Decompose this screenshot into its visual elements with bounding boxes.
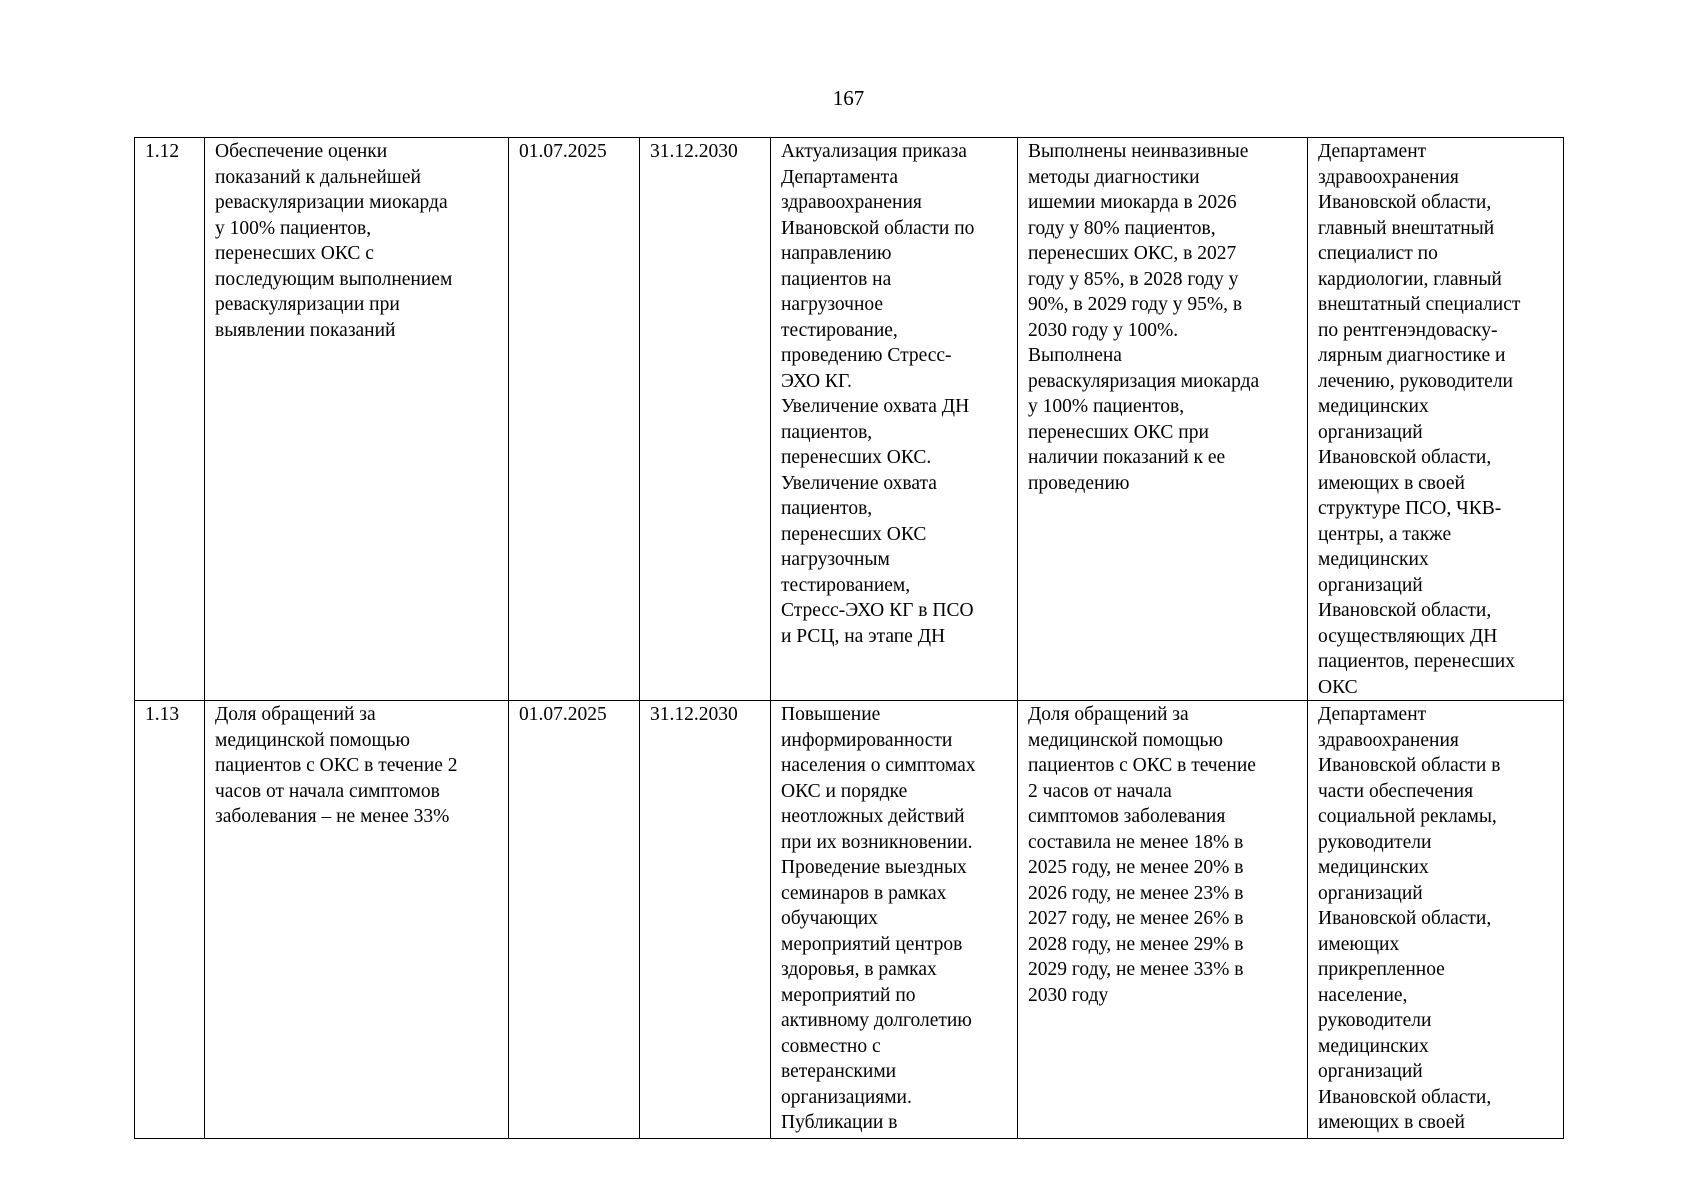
table-row (135, 701, 1564, 1139)
page-number: 167 (832, 86, 865, 110)
measure-name: Доля обращений за медицинской помощью пациентов с ОКС в течение 2 часов от начала симптомов заболевания – не менее 33% (205, 701, 509, 1139)
measures-table (134, 137, 1564, 1139)
end-date: 31.12.2030 (640, 138, 771, 701)
start-date: 01.07.2025 (509, 701, 640, 1139)
measure-name: Обеспечение оценки показаний к дальнейшей реваскуляризации миокарда у 100% пациентов, перенесших ОКС с последующим выполнением реваскуляризации при выявлении показаний (205, 138, 509, 701)
table-row (135, 138, 1564, 701)
start-date: 01.07.2025 (509, 138, 640, 701)
row-number: 1.13 (135, 701, 205, 1139)
responsible-parties: Департамент здравоохранения Ивановской области, главный внештатный специалист по кардиологии, главный внештатный специалист по рентгенэндоваску- лярным диагностике и лечению, руководители медицинских организаций Ивановской области, имеющих в своей структуре ПСО, ЧКВ- центры, а также медицинских организаций Ивановской области, осуществляющих ДН пациентов, перенесших ОКС (1308, 138, 1564, 701)
expected-result: Выполнены неинвазивные методы диагностики ишемии миокарда в 2026 году у 80% пациентов, перенесших ОКС, в 2027 году у 85%, в 2028 году у 90%, в 2029 году у 95%, в 2030 году у 100%. Выполнена реваскуляризация миокарда у 100% пациентов, перенесших ОКС при наличии показаний к ее проведению (1018, 138, 1308, 701)
end-date: 31.12.2030 (640, 701, 771, 1139)
measure-actions: Повышение информированности населения о симптомах ОКС и порядке неотложных действий при их возникновении. Проведение выездных семинаров в рамках обучающих мероприятий центров здоровья, в рамках мероприятий по активному долголетию совместно с ветеранскими организациями. Публикации в (771, 701, 1018, 1139)
row-number: 1.12 (135, 138, 205, 701)
measure-actions: Актуализация приказа Департамента здравоохранения Ивановской области по направлению пациентов на нагрузочное тестирование, проведению Стресс- ЭХО КГ. Увеличение охвата ДН пациентов, перенесших ОКС. Увеличение охвата пациентов, перенесших ОКС нагрузочным тестированием, Стресс-ЭХО КГ в ПСО и РСЦ, на этапе ДН (771, 138, 1018, 701)
responsible-parties: Департамент здравоохранения Ивановской области в части обеспечения социальной рекламы, руководители медицинских организаций Ивановской области, имеющих прикрепленное население, руководители медицинских организаций Ивановской области, имеющих в своей (1308, 701, 1564, 1139)
expected-result: Доля обращений за медицинской помощью пациентов с ОКС в течение 2 часов от начала симптомов заболевания составила не менее 18% в 2025 году, не менее 20% в 2026 году, не менее 23% в 2027 году, не менее 26% в 2028 году, не менее 29% в 2029 году, не менее 33% в 2030 году (1018, 701, 1308, 1139)
